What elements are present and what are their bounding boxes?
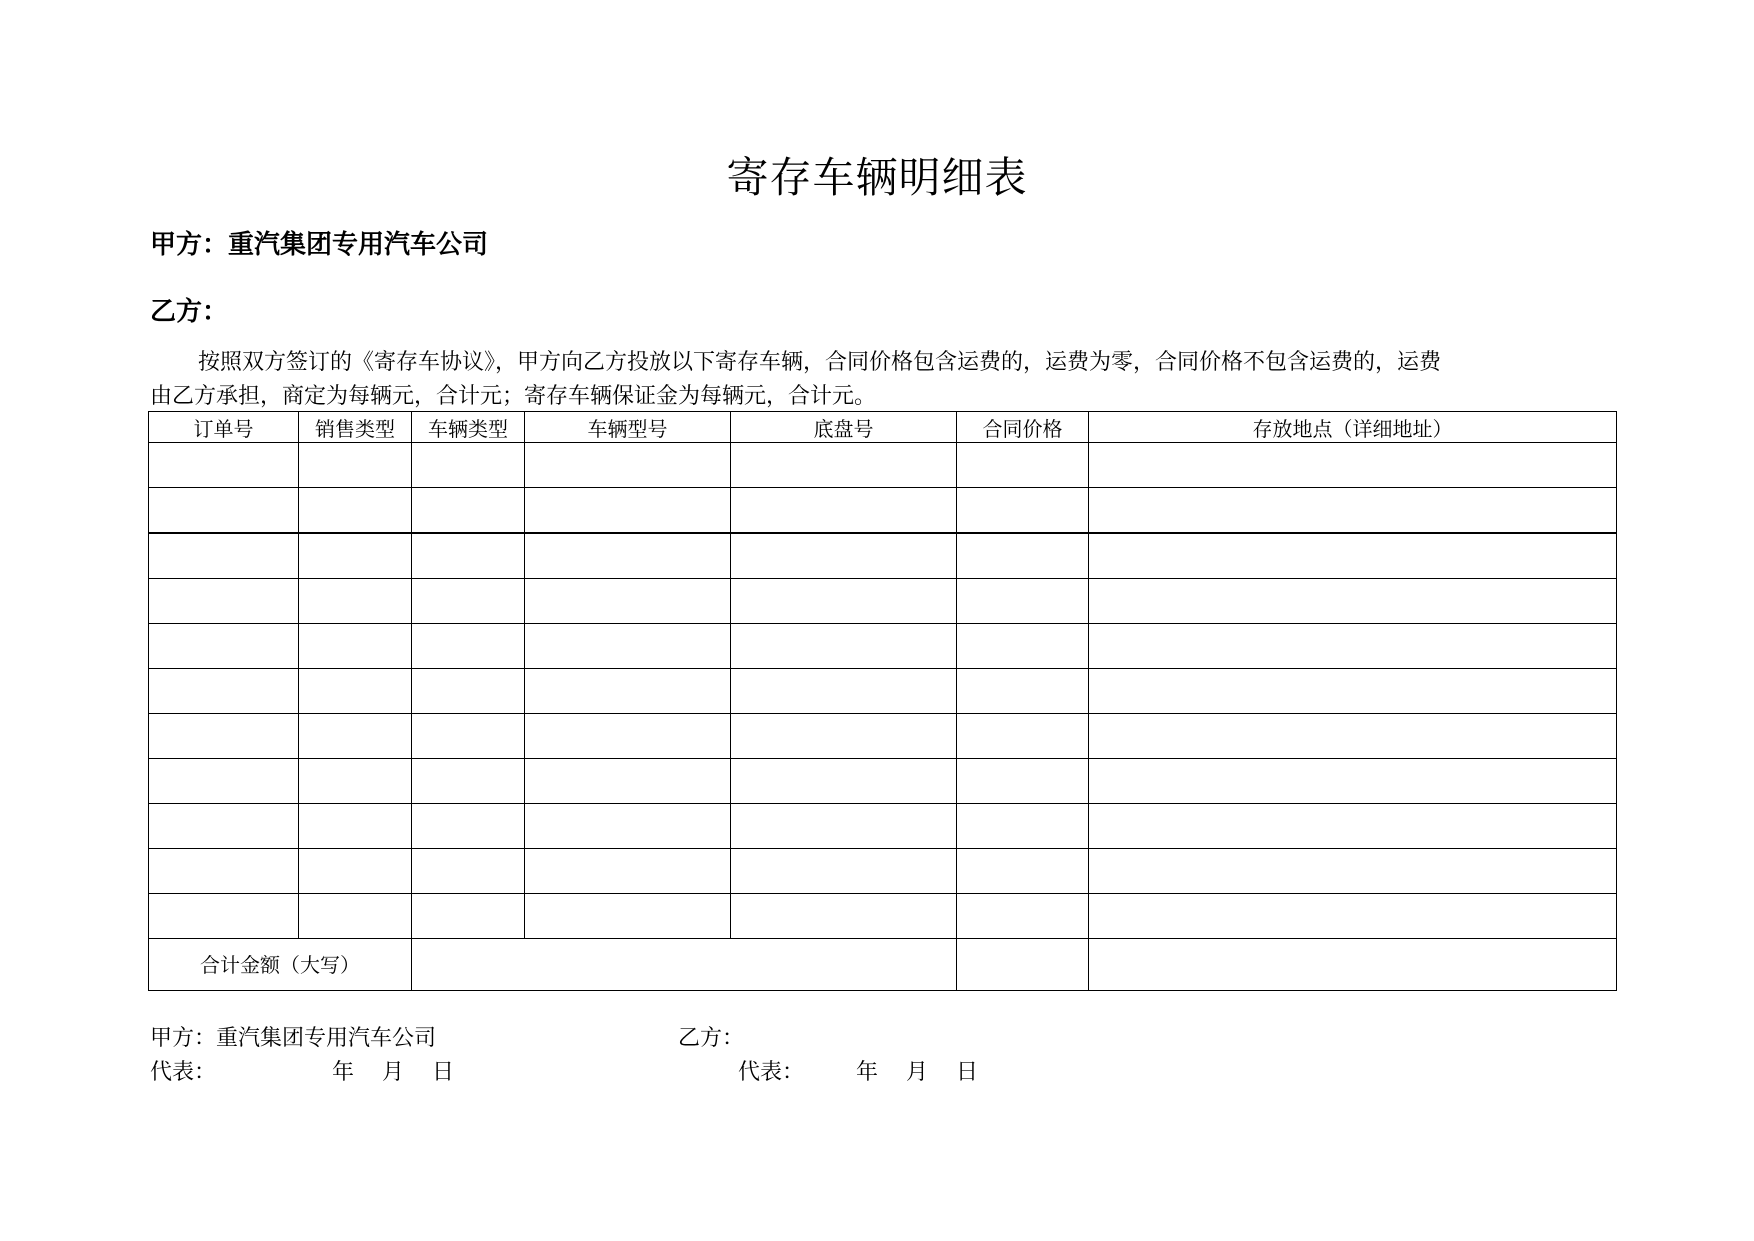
table-header-row xyxy=(149,412,1617,443)
table-cell xyxy=(525,488,731,534)
table-cell xyxy=(299,624,412,669)
table-cell xyxy=(731,714,957,759)
table-cell xyxy=(1089,669,1617,714)
table-cell xyxy=(731,804,957,849)
table-cell xyxy=(957,579,1089,624)
table-row xyxy=(149,443,1617,488)
table-cell xyxy=(299,804,412,849)
table-cell xyxy=(525,849,731,894)
signature-party-a-representative: 代表： xyxy=(150,1060,217,1085)
table-cell xyxy=(412,624,525,669)
table-cell xyxy=(525,624,731,669)
table-cell xyxy=(731,579,957,624)
table-cell xyxy=(525,714,731,759)
table-row xyxy=(149,714,1617,759)
table-cell xyxy=(525,533,731,579)
date-year-label: 年 xyxy=(332,1060,355,1085)
column-header-storage-location: 存放地点（详细地址） xyxy=(1089,412,1617,443)
table-cell xyxy=(957,804,1089,849)
total-row xyxy=(149,939,1617,991)
column-header-vehicle-model: 车辆型号 xyxy=(525,412,731,443)
table-cell xyxy=(149,533,299,579)
table-cell xyxy=(731,443,957,488)
table-cell xyxy=(957,849,1089,894)
table-cell xyxy=(1089,894,1617,939)
table-cell xyxy=(299,579,412,624)
table-cell xyxy=(957,714,1089,759)
table-cell xyxy=(149,624,299,669)
signature-party-a: 甲方：重汽集团专用汽车公司 xyxy=(150,1026,437,1051)
table-cell xyxy=(412,714,525,759)
table-cell xyxy=(1089,714,1617,759)
table-cell xyxy=(149,443,299,488)
table-cell xyxy=(1089,849,1617,894)
table-cell xyxy=(299,443,412,488)
table-row xyxy=(149,533,1617,579)
table-cell xyxy=(731,624,957,669)
table-cell xyxy=(525,759,731,804)
vehicle-detail-table xyxy=(148,411,1617,991)
table-row xyxy=(149,804,1617,849)
table-row xyxy=(149,894,1617,939)
paragraph-line-1: 按照双方签订的《寄存车协议》，甲方向乙方投放以下寄存车辆，合同价格包含运费的，运费为零，合同价格不包含运费的，运费 xyxy=(198,350,1442,375)
paragraph-line-2: 由乙方承担，商定为每辆元，合计元；寄存车辆保证金为每辆元，合计元。 xyxy=(150,384,877,409)
table-cell xyxy=(731,849,957,894)
table-cell xyxy=(1089,624,1617,669)
table-cell xyxy=(1089,579,1617,624)
table-row xyxy=(149,624,1617,669)
table-cell xyxy=(957,443,1089,488)
table-cell xyxy=(149,804,299,849)
total-price-cell xyxy=(957,939,1089,991)
table-cell xyxy=(149,759,299,804)
table-cell xyxy=(731,533,957,579)
total-amount-value-cell xyxy=(412,939,957,991)
table-cell xyxy=(412,533,525,579)
table-cell xyxy=(412,443,525,488)
table-cell xyxy=(1089,759,1617,804)
column-header-vehicle-type: 车辆类型 xyxy=(412,412,525,443)
table-cell xyxy=(299,669,412,714)
table-cell xyxy=(1089,804,1617,849)
date-day-label: 日 xyxy=(432,1060,455,1085)
table-row xyxy=(149,579,1617,624)
table-cell xyxy=(525,669,731,714)
table-cell xyxy=(299,714,412,759)
table-cell xyxy=(149,669,299,714)
table-row xyxy=(149,759,1617,804)
document-title: 寄存车辆明细表 xyxy=(726,153,1028,202)
date-month-label: 月 xyxy=(382,1060,405,1085)
table-cell xyxy=(412,759,525,804)
total-location-cell xyxy=(1089,939,1617,991)
table-cell xyxy=(957,533,1089,579)
table-cell xyxy=(412,488,525,534)
table-cell xyxy=(149,714,299,759)
signature-party-b-date xyxy=(856,1058,978,1088)
table-cell xyxy=(1089,533,1617,579)
column-header-sales-type: 销售类型 xyxy=(299,412,412,443)
table-cell xyxy=(299,533,412,579)
table-cell xyxy=(412,669,525,714)
date-year-label: 年 xyxy=(856,1060,879,1085)
table-cell xyxy=(149,849,299,894)
column-header-order-no: 订单号 xyxy=(149,412,299,443)
total-amount-label: 合计金额（大写） xyxy=(200,952,360,977)
table-cell xyxy=(957,488,1089,534)
table-cell xyxy=(149,488,299,534)
table-cell xyxy=(957,894,1089,939)
date-day-label: 日 xyxy=(956,1060,979,1085)
table-cell xyxy=(412,579,525,624)
signature-party-b: 乙方： xyxy=(678,1026,745,1051)
table-cell xyxy=(957,759,1089,804)
table-row xyxy=(149,669,1617,714)
table-cell xyxy=(299,849,412,894)
table-cell xyxy=(299,894,412,939)
signature-party-b-representative: 代表： xyxy=(738,1060,805,1085)
table-cell xyxy=(1089,443,1617,488)
table-cell xyxy=(731,669,957,714)
column-header-contract-price: 合同价格 xyxy=(957,412,1089,443)
table-row xyxy=(149,488,1617,534)
table-cell xyxy=(1089,488,1617,534)
agreement-paragraph xyxy=(150,346,1620,414)
table-cell xyxy=(149,894,299,939)
table-cell xyxy=(525,443,731,488)
table-cell xyxy=(731,894,957,939)
table-cell xyxy=(299,759,412,804)
table-row xyxy=(149,849,1617,894)
table-cell xyxy=(149,579,299,624)
table-cell xyxy=(957,669,1089,714)
table-cell xyxy=(525,579,731,624)
table-cell xyxy=(412,849,525,894)
party-a-heading: 甲方：重汽集团专用汽车公司 xyxy=(150,230,489,260)
party-b-heading: 乙方： xyxy=(150,297,229,327)
column-header-chassis-no: 底盘号 xyxy=(731,412,957,443)
table-cell xyxy=(731,488,957,534)
table-cell xyxy=(525,894,731,939)
table-cell xyxy=(731,759,957,804)
signature-party-a-date xyxy=(332,1058,454,1088)
table-cell xyxy=(957,624,1089,669)
table-cell xyxy=(299,488,412,534)
table-cell xyxy=(412,804,525,849)
total-amount-label-cell xyxy=(149,939,412,991)
table-cell xyxy=(412,894,525,939)
table-cell xyxy=(525,804,731,849)
date-month-label: 月 xyxy=(906,1060,929,1085)
